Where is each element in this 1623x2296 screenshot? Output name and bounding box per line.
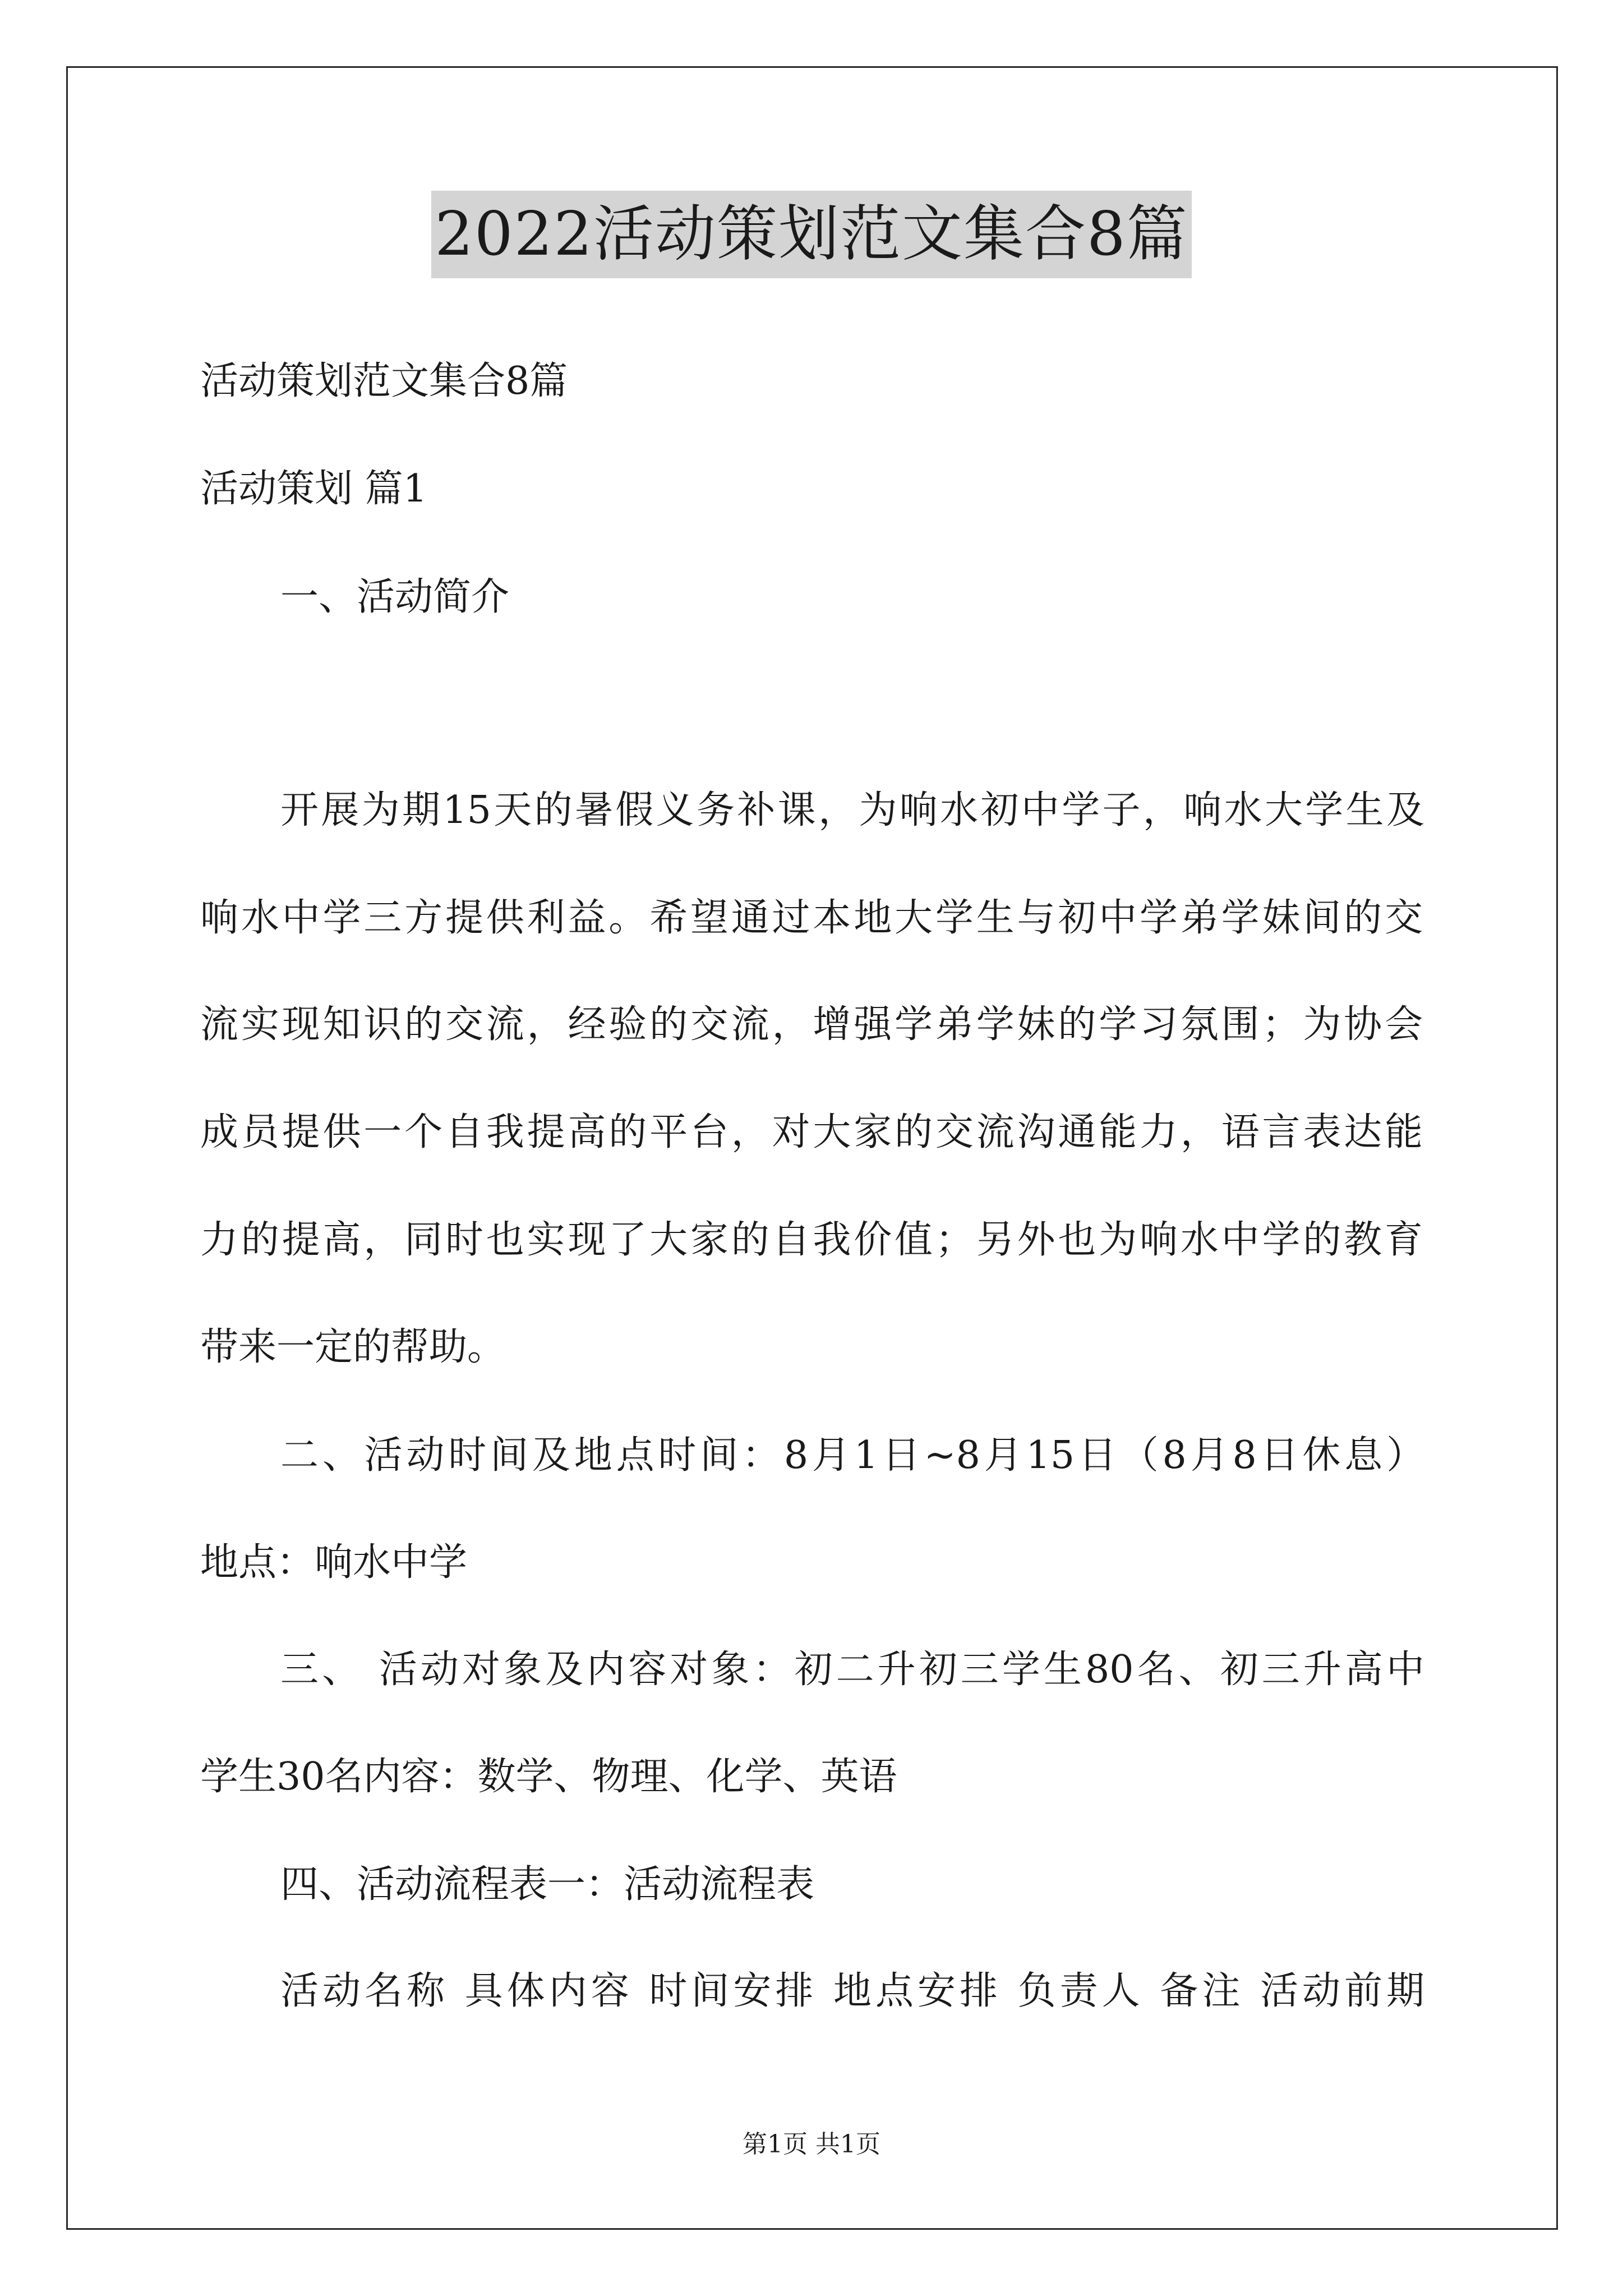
paragraph-process-table: 四、活动流程表一：活动流程表 [280, 1862, 815, 1907]
table-header-line: 活动名称 具体内容 时间安排 地点安排 负责人 备注 活动前期 [280, 1969, 1424, 2013]
paragraph-line: 地点：响水中学 [200, 1540, 468, 1585]
paragraph-time-location: 二、活动时间及地点时间：8月1日~8月15日（8月8日休息） [280, 1433, 1424, 1478]
paragraph-line: 学生30名内容：数学、物理、化学、英语 [200, 1755, 897, 1799]
page-footer: 第1页 共1页 [743, 2130, 880, 2159]
title-container [0, 191, 1623, 278]
paragraph-line: 流实现知识的交流，经验的交流，增强学弟学妹的学习氛围；为协会 [200, 1002, 1423, 1047]
paragraph-line: 力的提高，同时也实现了大家的自我价值；另外也为响水中学的教育 [200, 1218, 1423, 1262]
section-heading: 活动策划 篇1 [200, 467, 427, 511]
paragraph-line: 带来一定的帮助。 [200, 1325, 506, 1369]
document-title: 2022活动策划范文集合8篇 [431, 191, 1192, 278]
paragraph-line: 开展为期15天的暑假义务补课，为响水初中学子，响水大学生及 [280, 788, 1424, 832]
paragraph-line: 成员提供一个自我提高的平台，对大家的交流沟通能力，语言表达能 [200, 1110, 1423, 1154]
document-subtitle: 活动策划范文集合8篇 [200, 359, 568, 403]
paragraph-line: 响水中学三方提供利益。希望通过本地大学生与初中学弟学妹间的交 [200, 896, 1423, 940]
paragraph-heading-intro: 一、活动简介 [280, 575, 510, 619]
paragraph-target-content: 三、 活动对象及内容对象：初二升初三学生80名、初三升高中 [280, 1648, 1424, 1692]
